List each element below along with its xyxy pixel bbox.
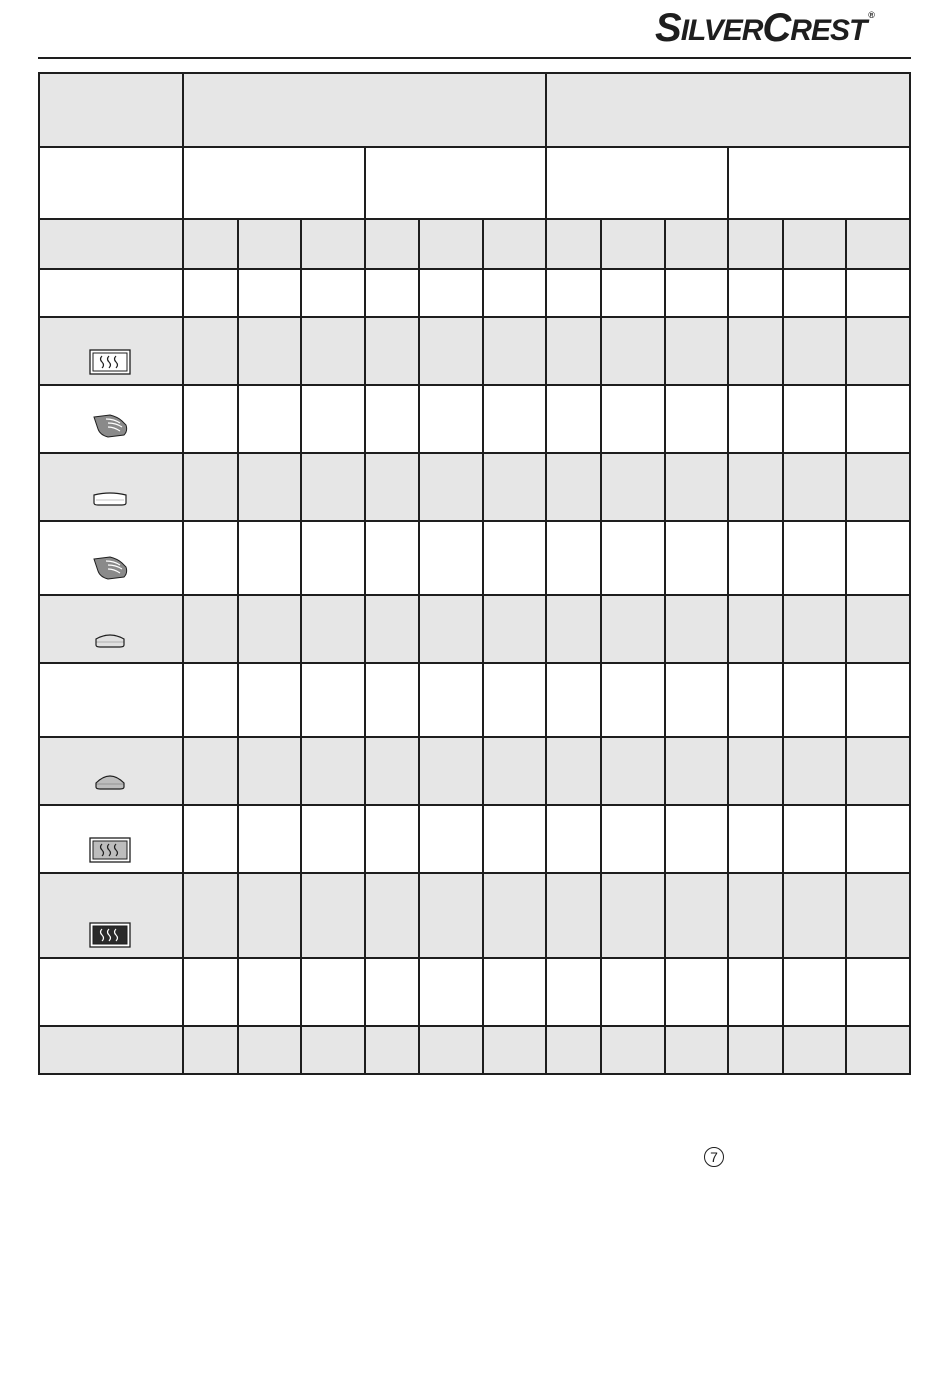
table-cell [483, 219, 546, 269]
table-cell [419, 1026, 483, 1075]
table-cell [846, 958, 911, 1026]
table-cell [783, 269, 846, 317]
table-cell [601, 958, 665, 1026]
table-cell [183, 1026, 238, 1075]
table-cell [601, 219, 665, 269]
table-cell [483, 595, 546, 663]
table-cell [546, 663, 601, 737]
table-cell [183, 453, 238, 521]
table-cell [728, 521, 783, 595]
table-cell [665, 317, 728, 385]
table-cell [665, 805, 728, 873]
table-cell [846, 269, 911, 317]
row-label-cell [38, 72, 183, 147]
table-cell [728, 1026, 783, 1075]
table-cell [365, 219, 419, 269]
table-cell [183, 317, 238, 385]
table-cell [783, 317, 846, 385]
table-cell [365, 385, 419, 453]
table-cell [546, 1026, 601, 1075]
table-cell [665, 219, 728, 269]
table-cell [365, 873, 419, 958]
table-cell [301, 873, 365, 958]
table-cell [419, 385, 483, 453]
table-cell [365, 269, 419, 317]
table-cell [301, 595, 365, 663]
subgroup-header-cell [365, 147, 546, 219]
table-cell [546, 737, 601, 805]
table-cell [238, 317, 301, 385]
table-cell [783, 1026, 846, 1075]
table-cell [846, 219, 911, 269]
table-cell [238, 595, 301, 663]
table-cell [365, 521, 419, 595]
table-cell [483, 737, 546, 805]
table-cell [846, 453, 911, 521]
table-cell [483, 269, 546, 317]
table-cell [183, 663, 238, 737]
table-cell [846, 385, 911, 453]
hot-plate-light-icon [88, 347, 132, 380]
subgroup-header-cell [183, 147, 365, 219]
table-cell [365, 737, 419, 805]
table-cell [601, 873, 665, 958]
table-cell [846, 873, 911, 958]
table-cell [601, 737, 665, 805]
table-cell [419, 663, 483, 737]
table-cell [419, 269, 483, 317]
medium-pastry-icon [88, 625, 132, 658]
silvercrest-logo: S ILVER C REST ® [655, 6, 874, 50]
table-cell [365, 663, 419, 737]
table-cell [601, 1026, 665, 1075]
table-cell [183, 521, 238, 595]
table-cell [301, 219, 365, 269]
table-cell [728, 737, 783, 805]
table-cell [665, 521, 728, 595]
table-cell [238, 958, 301, 1026]
table-cell [183, 805, 238, 873]
table-cell [238, 805, 301, 873]
table-cell [301, 453, 365, 521]
row-label-cell [38, 958, 183, 1026]
table-cell [365, 317, 419, 385]
table-cell [546, 873, 601, 958]
table-cell [483, 958, 546, 1026]
table-cell [846, 1026, 911, 1075]
table-cell [238, 737, 301, 805]
table-cell [483, 805, 546, 873]
table-cell [183, 385, 238, 453]
table-cell [301, 958, 365, 1026]
table-cell [546, 269, 601, 317]
table-cell [601, 805, 665, 873]
table-cell [483, 385, 546, 453]
table-cell [665, 453, 728, 521]
table-cell [238, 385, 301, 453]
table-cell [601, 595, 665, 663]
table-cell [365, 805, 419, 873]
hot-plate-medium-icon [88, 835, 132, 868]
table-cell [783, 805, 846, 873]
table-cell [238, 521, 301, 595]
table-cell [728, 385, 783, 453]
table-cell [183, 595, 238, 663]
table-cell [728, 805, 783, 873]
flat-pastry-icon [88, 483, 132, 516]
tall-pastry-icon [88, 767, 132, 800]
table-cell [846, 737, 911, 805]
row-label-cell [38, 219, 183, 269]
table-cell [546, 219, 601, 269]
table-cell [783, 595, 846, 663]
group-header-cell [183, 72, 546, 147]
table-cell [238, 1026, 301, 1075]
table-cell [546, 385, 601, 453]
table-cell [419, 737, 483, 805]
table-cell [483, 521, 546, 595]
table-cell [365, 595, 419, 663]
table-cell [546, 521, 601, 595]
table-cell [783, 453, 846, 521]
table-cell [301, 1026, 365, 1075]
table-cell [483, 873, 546, 958]
table-cell [546, 595, 601, 663]
table-cell [728, 595, 783, 663]
row-label-cell [38, 1026, 183, 1075]
table-cell [601, 453, 665, 521]
table-cell [419, 317, 483, 385]
subgroup-header-cell [546, 147, 728, 219]
table-cell [846, 663, 911, 737]
table-cell [846, 317, 911, 385]
table-cell [665, 958, 728, 1026]
table-cell [301, 317, 365, 385]
table-cell [419, 219, 483, 269]
table-cell [665, 873, 728, 958]
row-label-cell [38, 663, 183, 737]
table-cell [728, 269, 783, 317]
table-cell [301, 805, 365, 873]
table-cell [783, 958, 846, 1026]
table-cell [301, 385, 365, 453]
table-cell [365, 1026, 419, 1075]
table-cell [238, 453, 301, 521]
table-cell [665, 595, 728, 663]
table-cell [301, 269, 365, 317]
row-label-cell [38, 269, 183, 317]
table-cell [665, 269, 728, 317]
table-cell [301, 737, 365, 805]
table-cell [665, 663, 728, 737]
table-cell [483, 1026, 546, 1075]
table-cell [365, 958, 419, 1026]
table-cell [183, 873, 238, 958]
table-cell [728, 958, 783, 1026]
table-cell [546, 453, 601, 521]
table-cell [846, 521, 911, 595]
table-cell [419, 595, 483, 663]
table-cell [601, 317, 665, 385]
table-cell [419, 521, 483, 595]
table-cell [783, 219, 846, 269]
table-cell [183, 269, 238, 317]
table-cell [601, 385, 665, 453]
table-cell [783, 663, 846, 737]
table-cell [728, 219, 783, 269]
table-cell [183, 737, 238, 805]
table-cell [728, 453, 783, 521]
table-cell [546, 317, 601, 385]
table-cell [238, 663, 301, 737]
table-cell [783, 385, 846, 453]
table-cell [601, 269, 665, 317]
table-cell [728, 317, 783, 385]
table-cell [665, 385, 728, 453]
table-cell [301, 521, 365, 595]
table-cell [783, 521, 846, 595]
hot-plate-dark-icon [88, 920, 132, 953]
table-cell [419, 805, 483, 873]
table-cell [183, 219, 238, 269]
table-cell [546, 805, 601, 873]
table-cell [238, 269, 301, 317]
table-cell [483, 453, 546, 521]
table-cell [846, 805, 911, 873]
table-cell [846, 595, 911, 663]
table-cell [365, 453, 419, 521]
table-cell [483, 317, 546, 385]
table-cell [546, 958, 601, 1026]
table-cell [783, 737, 846, 805]
row-label-cell [38, 147, 183, 219]
table-cell [238, 873, 301, 958]
table-cell [783, 873, 846, 958]
table-cell [728, 873, 783, 958]
table-cell [419, 873, 483, 958]
table-cell [238, 219, 301, 269]
group-header-cell [546, 72, 911, 147]
table-cell [665, 1026, 728, 1075]
table-cell [665, 737, 728, 805]
page-number: 7 [704, 1147, 724, 1167]
table-cell [601, 663, 665, 737]
table-cell [419, 958, 483, 1026]
cleaning-cloth-icon [88, 411, 132, 444]
table-cell [301, 663, 365, 737]
table-cell [183, 958, 238, 1026]
table-cell [483, 663, 546, 737]
subgroup-header-cell [728, 147, 911, 219]
table-cell [419, 453, 483, 521]
table-cell [728, 663, 783, 737]
header-rule [38, 57, 911, 59]
table-cell [601, 521, 665, 595]
cleaning-cloth-icon [88, 553, 132, 586]
